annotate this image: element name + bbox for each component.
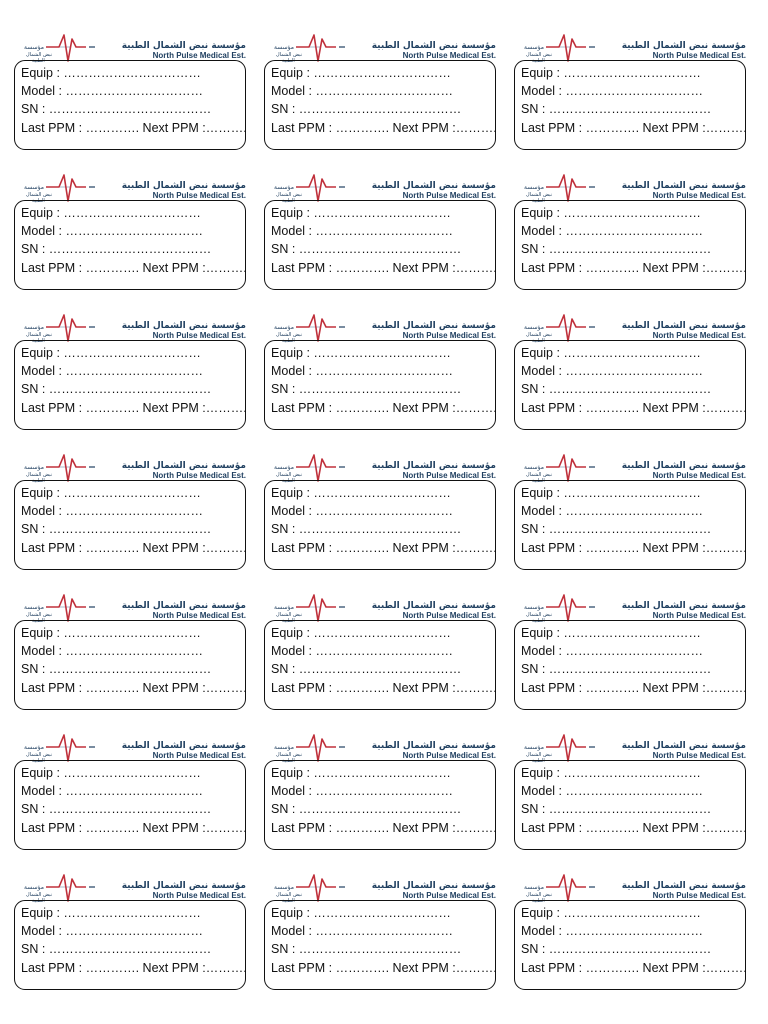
company-name-ar: مؤسسة نبض الشمال الطبية: [121, 461, 246, 471]
company-name: [622, 742, 746, 760]
company-name-en: North Pulse Medical Est.: [152, 611, 246, 620]
svg-text:نبض الشمال: نبض الشمال: [526, 892, 553, 898]
company-name: [622, 602, 746, 620]
svg-text:نبض الشمال: نبض الشمال: [276, 472, 303, 478]
label-box: [264, 60, 496, 150]
label-box: [514, 760, 746, 850]
equip-field[interactable]: Equip : ……………………………: [21, 346, 201, 360]
svg-text:نبض الشمال: نبض الشمال: [526, 752, 553, 758]
company-name: [622, 462, 746, 480]
company-name-en: North Pulse Medical Est.: [402, 611, 496, 620]
sn-field[interactable]: SN : …………………………………: [521, 102, 712, 117]
ppm-field[interactable]: Last PPM : …………. Next PPM :……….: [521, 960, 747, 975]
pulse-logo-icon: [520, 733, 600, 763]
ppm-field[interactable]: Last PPM : …………. Next PPM :……….: [271, 120, 497, 135]
svg-text:نبض الشمال: نبض الشمال: [526, 472, 553, 478]
svg-text:الطبية: الطبية: [282, 618, 295, 623]
pulse-logo-icon: [20, 733, 100, 763]
svg-text:نبض الشمال: نبض الشمال: [26, 892, 53, 898]
logo-text: مؤسسة: [524, 44, 544, 51]
company-name-ar: مؤسسة نبض الشمال الطبية: [121, 601, 246, 611]
svg-text:نبض الشمال: نبض الشمال: [526, 332, 553, 338]
pulse-logo-icon: [270, 33, 350, 63]
svg-text:الطبية: الطبية: [282, 758, 295, 763]
svg-text:نبض الشمال: نبض الشمال: [276, 892, 303, 898]
logo-text: مؤسسة: [24, 184, 44, 191]
company-name-en: North Pulse Medical Est.: [652, 891, 746, 900]
company-name: [372, 322, 496, 340]
company-name-ar: مؤسسة نبض الشمال الطبية: [371, 41, 496, 51]
equip-field[interactable]: Equip : ……………………………: [521, 206, 701, 220]
svg-text:نبض الشمال: نبض الشمال: [276, 52, 303, 58]
label-box: [14, 900, 246, 990]
company-name: [622, 42, 746, 60]
ppm-field[interactable]: Last PPM : …………. Next PPM :……….: [521, 400, 747, 415]
company-name: [372, 462, 496, 480]
company-name: [372, 602, 496, 620]
equip-field[interactable]: Equip : ……………………………: [521, 66, 701, 80]
ppm-field[interactable]: Last PPM : …………. Next PPM :……….: [521, 260, 747, 275]
company-name-en: North Pulse Medical Est.: [402, 191, 496, 200]
equip-field[interactable]: Equip : ……………………………: [21, 766, 201, 780]
pulse-logo-icon: [520, 173, 600, 203]
ppm-field[interactable]: Last PPM : …………. Next PPM :……….: [21, 400, 247, 415]
logo-text: مؤسسة: [524, 184, 544, 191]
equipment-label: [514, 312, 750, 436]
logo-text: مؤسسة: [24, 604, 44, 611]
ppm-field[interactable]: Last PPM : …………. Next PPM :……….: [21, 960, 247, 975]
company-name-en: North Pulse Medical Est.: [152, 51, 246, 60]
pulse-logo-icon: [270, 873, 350, 903]
pulse-logo-icon: [520, 33, 600, 63]
company-name-ar: مؤسسة نبض الشمال الطبية: [371, 741, 496, 751]
equipment-label: [264, 872, 500, 996]
sn-field[interactable]: SN : …………………………………: [271, 382, 462, 397]
company-name: [122, 742, 246, 760]
pulse-logo-icon: [20, 173, 100, 203]
svg-text:نبض الشمال: نبض الشمال: [26, 612, 53, 618]
sn-field[interactable]: SN : …………………………………: [271, 242, 462, 257]
company-name-ar: مؤسسة نبض الشمال الطبية: [621, 461, 746, 471]
company-name-ar: مؤسسة نبض الشمال الطبية: [121, 741, 246, 751]
pulse-logo-icon: [270, 453, 350, 483]
model-field[interactable]: Model : ……………………………: [21, 84, 203, 99]
company-name-en: North Pulse Medical Est.: [402, 331, 496, 340]
ppm-field[interactable]: Last PPM : …………. Next PPM :……….: [21, 680, 247, 695]
pulse-logo-icon: [270, 733, 350, 763]
company-name-en: North Pulse Medical Est.: [152, 891, 246, 900]
ppm-field[interactable]: Last PPM : …………. Next PPM :……….: [21, 120, 247, 135]
svg-text:نبض الشمال: نبض الشمال: [526, 52, 553, 58]
pulse-logo-icon: [270, 173, 350, 203]
svg-text:الطبية: الطبية: [32, 338, 45, 343]
sn-field[interactable]: SN : …………………………………: [21, 662, 212, 677]
equip-field[interactable]: Equip : ……………………………: [21, 486, 201, 500]
svg-text:الطبية: الطبية: [532, 198, 545, 203]
logo-text: مؤسسة: [274, 884, 294, 891]
ppm-field[interactable]: Last PPM : …………. Next PPM :……….: [271, 400, 497, 415]
equipment-label: [14, 732, 250, 856]
label-box: [264, 340, 496, 430]
equip-field[interactable]: Equip : ……………………………: [271, 346, 451, 360]
equipment-label: [14, 872, 250, 996]
svg-text:الطبية: الطبية: [32, 898, 45, 903]
label-box: [514, 200, 746, 290]
company-name-ar: مؤسسة نبض الشمال الطبية: [621, 601, 746, 611]
svg-text:نبض الشمال: نبض الشمال: [26, 332, 53, 338]
company-name-ar: مؤسسة نبض الشمال الطبية: [621, 181, 746, 191]
equipment-label: [514, 732, 750, 856]
label-box: [514, 480, 746, 570]
ppm-field[interactable]: Last PPM : …………. Next PPM :……….: [21, 260, 247, 275]
company-name-en: North Pulse Medical Est.: [652, 331, 746, 340]
sn-field[interactable]: SN : …………………………………: [521, 522, 712, 537]
company-name: [622, 182, 746, 200]
logo-text: مؤسسة: [24, 324, 44, 331]
logo-text: مؤسسة: [24, 884, 44, 891]
company-name-en: North Pulse Medical Est.: [652, 751, 746, 760]
equip-field[interactable]: Equip : ……………………………: [271, 206, 451, 220]
model-field[interactable]: Model : ……………………………: [21, 784, 203, 799]
label-box: [14, 200, 246, 290]
company-name: [122, 462, 246, 480]
svg-text:الطبية: الطبية: [282, 198, 295, 203]
svg-text:الطبية: الطبية: [32, 618, 45, 623]
ppm-field[interactable]: Last PPM : …………. Next PPM :……….: [521, 680, 747, 695]
company-name-en: North Pulse Medical Est.: [402, 471, 496, 480]
model-field[interactable]: Model : ……………………………: [521, 84, 703, 99]
label-box: [264, 200, 496, 290]
pulse-logo-icon: [270, 313, 350, 343]
label-box: [14, 620, 246, 710]
sn-field[interactable]: SN : …………………………………: [271, 662, 462, 677]
company-name-en: North Pulse Medical Est.: [152, 191, 246, 200]
pulse-logo-icon: [520, 593, 600, 623]
company-name-en: North Pulse Medical Est.: [402, 51, 496, 60]
svg-text:الطبية: الطبية: [532, 478, 545, 483]
equip-field[interactable]: Equip : ……………………………: [271, 906, 451, 920]
model-field[interactable]: Model : ……………………………: [271, 504, 453, 519]
svg-text:نبض الشمال: نبض الشمال: [276, 192, 303, 198]
svg-text:الطبية: الطبية: [282, 898, 295, 903]
company-name: [622, 882, 746, 900]
equip-field[interactable]: Equip : ……………………………: [271, 66, 451, 80]
pulse-logo-icon: [20, 33, 100, 63]
label-box: [14, 60, 246, 150]
model-field[interactable]: Model : ……………………………: [271, 644, 453, 659]
svg-text:الطبية: الطبية: [282, 338, 295, 343]
company-name-en: North Pulse Medical Est.: [652, 611, 746, 620]
company-name: [372, 42, 496, 60]
label-box: [14, 340, 246, 430]
model-field[interactable]: Model : ……………………………: [271, 784, 453, 799]
svg-text:الطبية: الطبية: [282, 478, 295, 483]
equipment-label: [14, 452, 250, 576]
svg-text:الطبية: الطبية: [32, 58, 45, 63]
logo-text: مؤسسة: [274, 324, 294, 331]
sn-field[interactable]: SN : …………………………………: [271, 522, 462, 537]
equipment-label: [264, 312, 500, 436]
ppm-field[interactable]: Last PPM : …………. Next PPM :……….: [21, 820, 247, 835]
equipment-label: [514, 872, 750, 996]
pulse-logo-icon: [520, 873, 600, 903]
company-name: [372, 182, 496, 200]
svg-text:نبض الشمال: نبض الشمال: [276, 612, 303, 618]
svg-text:الطبية: الطبية: [32, 198, 45, 203]
equip-field[interactable]: Equip : ……………………………: [21, 66, 201, 80]
logo-text: مؤسسة: [274, 44, 294, 51]
equipment-label: [264, 592, 500, 716]
sn-field[interactable]: SN : …………………………………: [21, 382, 212, 397]
company-name-en: North Pulse Medical Est.: [652, 51, 746, 60]
label-box: [514, 340, 746, 430]
equip-field[interactable]: Equip : ……………………………: [521, 486, 701, 500]
model-field[interactable]: Model : ……………………………: [521, 224, 703, 239]
sn-field[interactable]: SN : …………………………………: [271, 942, 462, 957]
company-name: [372, 742, 496, 760]
logo-text: مؤسسة: [24, 464, 44, 471]
pulse-logo-icon: [270, 593, 350, 623]
equipment-label: [264, 32, 500, 156]
svg-text:الطبية: الطبية: [32, 758, 45, 763]
company-name: [372, 882, 496, 900]
equip-field[interactable]: Equip : ……………………………: [521, 766, 701, 780]
company-name-ar: مؤسسة نبض الشمال الطبية: [121, 181, 246, 191]
company-name: [622, 322, 746, 340]
equipment-label: [264, 452, 500, 576]
logo-text: مؤسسة: [274, 604, 294, 611]
equipment-label: [264, 732, 500, 856]
company-name-ar: مؤسسة نبض الشمال الطبية: [371, 461, 496, 471]
company-name-ar: مؤسسة نبض الشمال الطبية: [121, 321, 246, 331]
label-box: [14, 760, 246, 850]
sn-field[interactable]: SN : …………………………………: [21, 522, 212, 537]
equipment-label: [14, 172, 250, 296]
label-box: [264, 760, 496, 850]
ppm-field[interactable]: Last PPM : …………. Next PPM :……….: [271, 960, 497, 975]
equipment-label: [14, 32, 250, 156]
company-name-ar: مؤسسة نبض الشمال الطبية: [621, 321, 746, 331]
svg-text:الطبية: الطبية: [532, 898, 545, 903]
equip-field[interactable]: Equip : ……………………………: [21, 206, 201, 220]
logo-text: مؤسسة: [524, 744, 544, 751]
svg-text:نبض الشمال: نبض الشمال: [276, 332, 303, 338]
ppm-field[interactable]: Last PPM : …………. Next PPM :……….: [521, 120, 747, 135]
label-box: [514, 620, 746, 710]
model-field[interactable]: Model : ……………………………: [21, 644, 203, 659]
company-name: [122, 182, 246, 200]
equipment-label: [514, 592, 750, 716]
model-field[interactable]: Model : ……………………………: [521, 784, 703, 799]
company-name-ar: مؤسسة نبض الشمال الطبية: [371, 181, 496, 191]
pulse-logo-icon: [20, 873, 100, 903]
equipment-label: [514, 172, 750, 296]
model-field[interactable]: Model : ……………………………: [521, 644, 703, 659]
label-box: [514, 60, 746, 150]
logo-text: مؤسسة: [24, 744, 44, 751]
ppm-field[interactable]: Last PPM : …………. Next PPM :……….: [271, 680, 497, 695]
company-name-ar: مؤسسة نبض الشمال الطبية: [621, 741, 746, 751]
pulse-logo-icon: [20, 453, 100, 483]
company-name-ar: مؤسسة نبض الشمال الطبية: [371, 601, 496, 611]
ppm-field[interactable]: Last PPM : …………. Next PPM :……….: [271, 820, 497, 835]
model-field[interactable]: Model : ……………………………: [521, 924, 703, 939]
logo-text: مؤسسة: [524, 884, 544, 891]
model-field[interactable]: Model : ……………………………: [271, 364, 453, 379]
model-field[interactable]: Model : ……………………………: [271, 84, 453, 99]
company-name: [122, 42, 246, 60]
logo-text: مؤسسة: [274, 744, 294, 751]
ppm-field[interactable]: Last PPM : …………. Next PPM :……….: [521, 820, 747, 835]
logo-text: مؤسسة: [524, 464, 544, 471]
model-field[interactable]: Model : ……………………………: [271, 224, 453, 239]
company-name: [122, 882, 246, 900]
pulse-logo-icon: [520, 313, 600, 343]
sn-field[interactable]: SN : …………………………………: [521, 242, 712, 257]
equipment-label: [514, 32, 750, 156]
logo-text: مؤسسة: [524, 324, 544, 331]
sn-field[interactable]: SN : …………………………………: [21, 802, 212, 817]
equipment-label: [14, 592, 250, 716]
pulse-logo-icon: [20, 313, 100, 343]
logo-text: مؤسسة: [524, 604, 544, 611]
model-field[interactable]: Model : ……………………………: [521, 504, 703, 519]
equip-field[interactable]: Equip : ……………………………: [21, 906, 201, 920]
company-name-en: North Pulse Medical Est.: [152, 471, 246, 480]
sn-field[interactable]: SN : …………………………………: [21, 242, 212, 257]
equip-field[interactable]: Equip : ……………………………: [521, 346, 701, 360]
svg-text:نبض الشمال: نبض الشمال: [26, 472, 53, 478]
model-field[interactable]: Model : ……………………………: [21, 364, 203, 379]
model-field[interactable]: Model : ……………………………: [21, 224, 203, 239]
svg-text:نبض الشمال: نبض الشمال: [526, 192, 553, 198]
company-name-en: North Pulse Medical Est.: [652, 191, 746, 200]
equip-field[interactable]: Equip : ……………………………: [521, 906, 701, 920]
company-name-ar: مؤسسة نبض الشمال الطبية: [121, 41, 246, 51]
model-field[interactable]: Model : ……………………………: [21, 924, 203, 939]
sn-field[interactable]: SN : …………………………………: [271, 102, 462, 117]
label-box: [264, 620, 496, 710]
logo-text: مؤسسة: [274, 464, 294, 471]
ppm-field[interactable]: Last PPM : …………. Next PPM :……….: [21, 540, 247, 555]
logo-text: مؤسسة: [274, 184, 294, 191]
svg-text:الطبية: الطبية: [532, 618, 545, 623]
sn-field[interactable]: SN : …………………………………: [271, 802, 462, 817]
model-field[interactable]: Model : ……………………………: [21, 504, 203, 519]
svg-text:نبض الشمال: نبض الشمال: [276, 752, 303, 758]
ppm-field[interactable]: Last PPM : …………. Next PPM :……….: [521, 540, 747, 555]
svg-text:الطبية: الطبية: [32, 478, 45, 483]
equip-field[interactable]: Equip : ……………………………: [521, 626, 701, 640]
company-name: [122, 602, 246, 620]
svg-text:الطبية: الطبية: [532, 58, 545, 63]
pulse-logo-icon: [520, 453, 600, 483]
company-name-en: North Pulse Medical Est.: [152, 331, 246, 340]
equip-field[interactable]: Equip : ……………………………: [271, 766, 451, 780]
model-field[interactable]: Model : ……………………………: [521, 364, 703, 379]
label-box: [14, 480, 246, 570]
company-name-ar: مؤسسة نبض الشمال الطبية: [371, 881, 496, 891]
svg-text:نبض الشمال: نبض الشمال: [26, 192, 53, 198]
svg-text:نبض الشمال: نبض الشمال: [26, 52, 53, 58]
sn-field[interactable]: SN : …………………………………: [521, 942, 712, 957]
svg-text:نبض الشمال: نبض الشمال: [26, 752, 53, 758]
company-name-en: North Pulse Medical Est.: [652, 471, 746, 480]
svg-text:الطبية: الطبية: [532, 338, 545, 343]
equip-field[interactable]: Equip : ……………………………: [271, 626, 451, 640]
company-name-ar: مؤسسة نبض الشمال الطبية: [621, 881, 746, 891]
sn-field[interactable]: SN : …………………………………: [521, 382, 712, 397]
label-box: [264, 900, 496, 990]
equip-field[interactable]: Equip : ……………………………: [21, 626, 201, 640]
equip-field[interactable]: Equip : ……………………………: [271, 486, 451, 500]
sn-field[interactable]: SN : …………………………………: [521, 662, 712, 677]
pulse-logo-icon: [20, 593, 100, 623]
company-name-ar: مؤسسة نبض الشمال الطبية: [121, 881, 246, 891]
label-box: [264, 480, 496, 570]
ppm-field[interactable]: Last PPM : …………. Next PPM :……….: [271, 260, 497, 275]
sn-field[interactable]: SN : …………………………………: [21, 102, 212, 117]
company-name-en: North Pulse Medical Est.: [152, 751, 246, 760]
sn-field[interactable]: SN : …………………………………: [21, 942, 212, 957]
company-name: [122, 322, 246, 340]
company-name-ar: مؤسسة نبض الشمال الطبية: [371, 321, 496, 331]
company-name-ar: مؤسسة نبض الشمال الطبية: [621, 41, 746, 51]
label-box: [514, 900, 746, 990]
sn-field[interactable]: SN : …………………………………: [521, 802, 712, 817]
equipment-label: [14, 312, 250, 436]
svg-text:الطبية: الطبية: [282, 58, 295, 63]
model-field[interactable]: Model : ……………………………: [271, 924, 453, 939]
company-name-en: North Pulse Medical Est.: [402, 751, 496, 760]
equipment-label: [514, 452, 750, 576]
svg-text:الطبية: الطبية: [532, 758, 545, 763]
svg-text:نبض الشمال: نبض الشمال: [526, 612, 553, 618]
ppm-field[interactable]: Last PPM : …………. Next PPM :……….: [271, 540, 497, 555]
logo-text: مؤسسة: [24, 44, 44, 51]
company-name-en: North Pulse Medical Est.: [402, 891, 496, 900]
equipment-label: [264, 172, 500, 296]
